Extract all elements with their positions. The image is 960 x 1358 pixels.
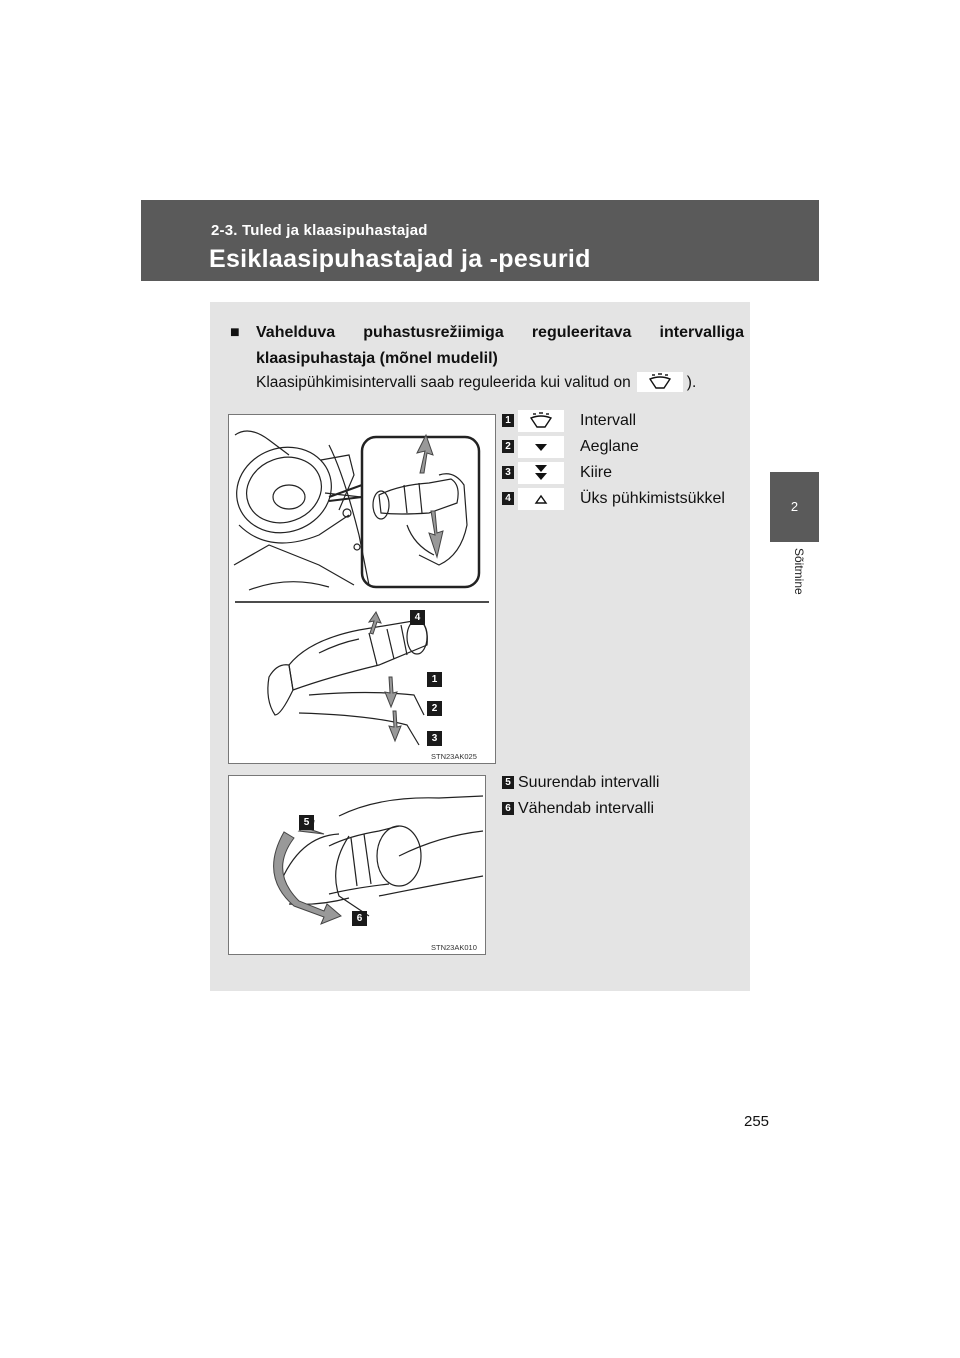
legend-label: Intervall xyxy=(580,412,637,429)
legend-number: 1 xyxy=(502,414,514,427)
header-band xyxy=(141,200,819,281)
callout-3: 3 xyxy=(427,731,442,746)
legend-number: 6 xyxy=(502,802,514,815)
section-label: 2-3. Tuled ja klaasipuhastajad xyxy=(211,222,428,239)
wiper-ring-drawing xyxy=(229,776,485,954)
page-number: 255 xyxy=(744,1113,770,1130)
intro-text xyxy=(256,372,696,392)
chapter-name: Sõitmine xyxy=(792,548,806,595)
legend-number: 5 xyxy=(502,776,514,789)
chevron-up-icon xyxy=(518,488,564,510)
heading-line-1: Vahelduva puhastusrežiimiga reguleeritava intervalliga xyxy=(256,324,744,341)
wiper-lever-illustration xyxy=(228,414,496,764)
legend-number: 3 xyxy=(502,466,514,479)
callout-6: 6 xyxy=(352,911,367,926)
intro-end: ). xyxy=(686,374,697,391)
content-box xyxy=(210,302,750,991)
callout-5: 5 xyxy=(299,815,314,830)
figure-code: STN23AK025 xyxy=(431,752,477,761)
legend-label: Kiire xyxy=(580,464,613,481)
heading-line-2: klaasipuhastaja (mõnel mudelil) xyxy=(256,350,498,367)
legend-number: 2 xyxy=(502,440,514,453)
intro-sentence: Klaasipühkimisintervalli saab reguleerida kui valitud on xyxy=(256,374,631,391)
wiper-lever-drawing xyxy=(229,415,495,763)
intermittent-wiper-icon xyxy=(637,372,683,392)
double-chevron-down-icon xyxy=(518,462,564,484)
legend-label: Suurendab intervalli xyxy=(518,774,660,791)
callout-1: 1 xyxy=(427,672,442,687)
wiper-ring-illustration xyxy=(228,775,486,955)
bullet-square: ■ xyxy=(230,324,240,341)
chapter-tab[interactable]: 2 xyxy=(770,472,819,542)
figure-code: STN23AK010 xyxy=(431,943,477,952)
legend-label: Üks pühkimistsükkel xyxy=(580,490,725,507)
callout-4: 4 xyxy=(410,610,425,625)
intermittent-wiper-icon xyxy=(518,410,564,432)
single-chevron-down-icon xyxy=(518,436,564,458)
legend-number: 4 xyxy=(502,492,514,505)
legend-label: Vähendab intervalli xyxy=(518,800,655,817)
legend-label: Aeglane xyxy=(580,438,639,455)
callout-2: 2 xyxy=(427,701,442,716)
page-title: Esiklaasipuhastajad ja -pesurid xyxy=(209,245,591,273)
